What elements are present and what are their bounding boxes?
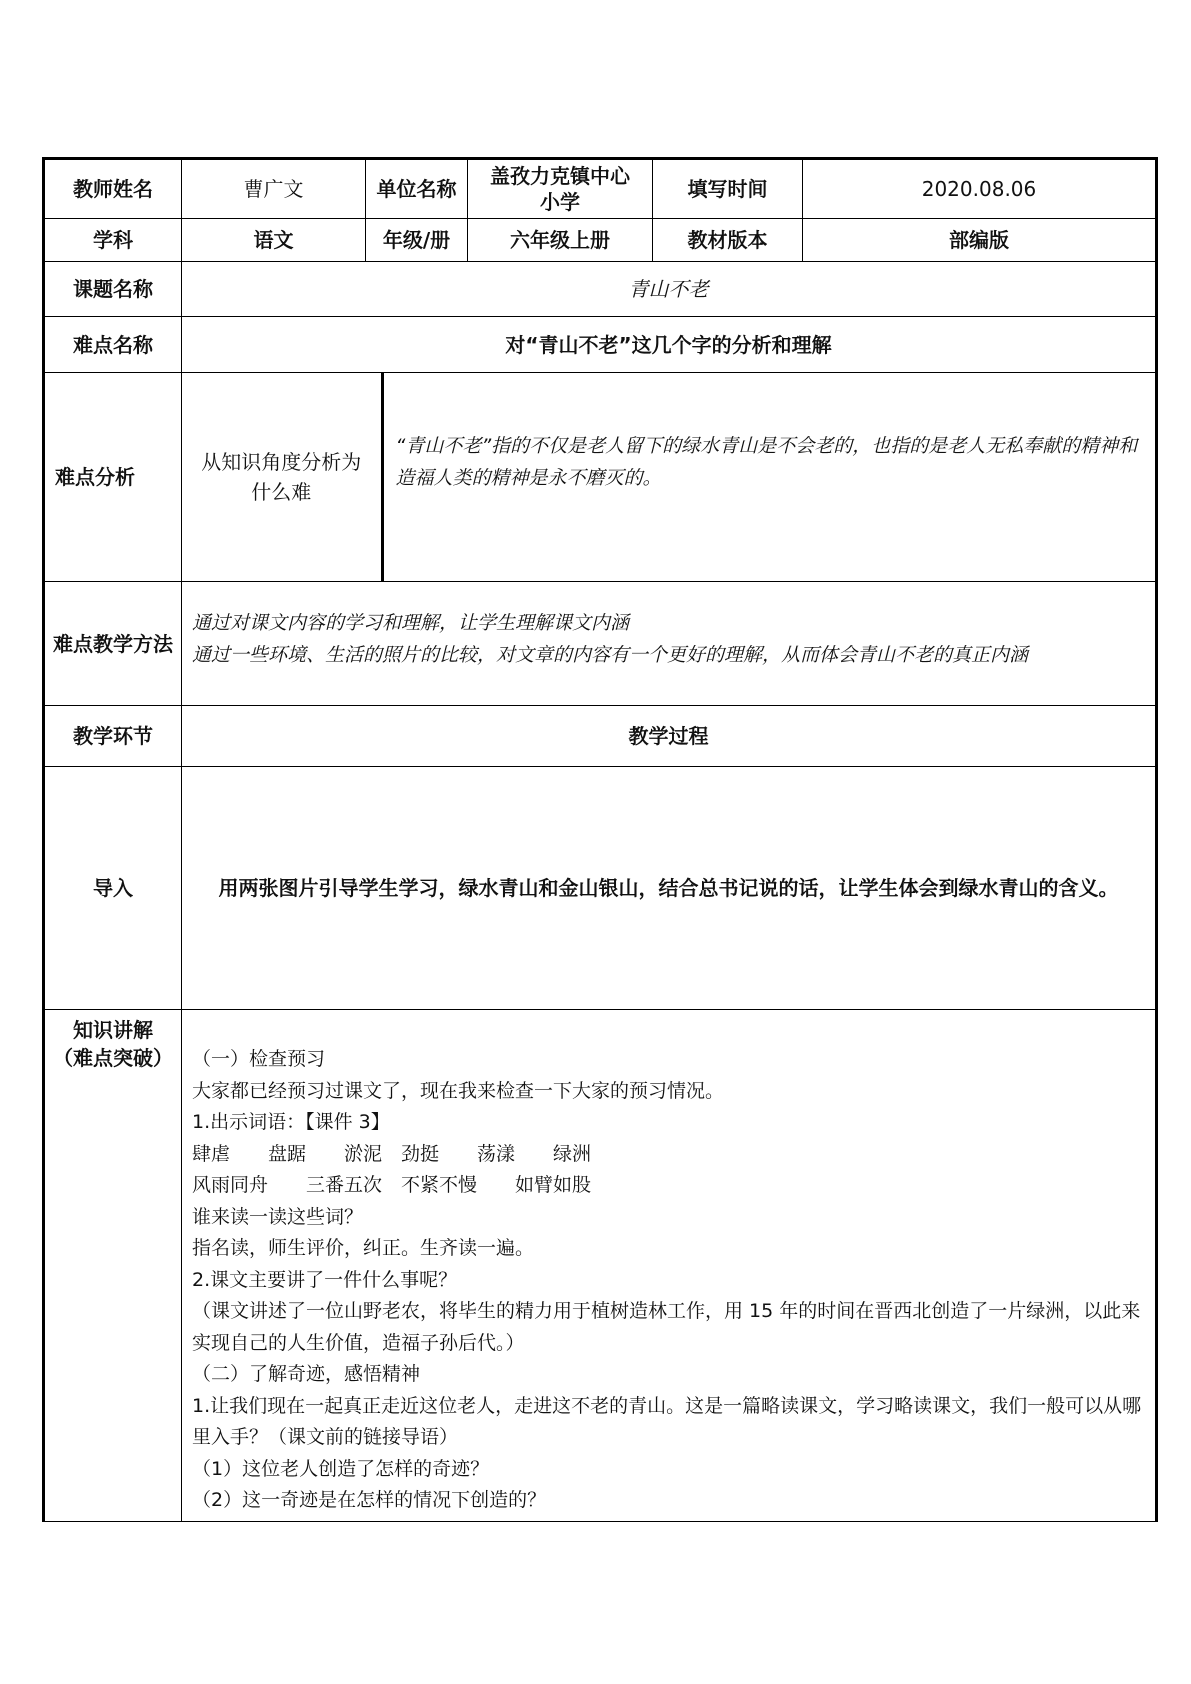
knowledge-line: 指名读，师生评价，纠正。生齐读一遍。: [192, 1237, 535, 1259]
process-header-row: [44, 706, 1157, 767]
method-line-1: 通过对课文内容的学习和理解，让学生理解课文内涵: [192, 611, 630, 634]
knowledge-line: （课文讲述了一位山野老农，将毕生的精力用于植树造林工作，用 15 年的时间在晋西北创造了一片绿洲，以此来实现自己的人生价值，造福子孙后代。）: [192, 1300, 1141, 1354]
knowledge-label-line-2: （难点突破）: [53, 1046, 173, 1070]
topic-row: [44, 262, 1157, 317]
knowledge-line: 肆虐 盘踞 淤泥 劲挺 荡漾 绿洲: [192, 1142, 592, 1165]
intro-value: 用两张图片引导学生学习，绿水青山和金山银山，结合总书记说的话，让学生体会到绿水青山的含义。: [218, 876, 1119, 900]
grade-value: 六年级上册: [510, 228, 610, 252]
edition-value: 部编版: [949, 228, 1009, 252]
knowledge-line: 大家都已经预习过课文了，现在我来检查一下大家的预习情况。: [192, 1079, 725, 1102]
grade-label: 年级/册: [382, 228, 451, 252]
analysis-value: “青山不老”指的不仅是老人留下的绿水青山是不会老的，也指的是老人无私奉献的精神和造福人类的精神是永不磨灭的。: [395, 435, 1138, 489]
fill-date-label: 填写时间: [687, 177, 768, 201]
knowledge-row: [44, 1010, 1157, 1522]
lesson-plan-table: [42, 157, 1158, 1522]
analysis-label: 难点分析: [55, 465, 135, 489]
topic-label: 课题名称: [73, 277, 153, 301]
fill-date-value: 2020.08.06: [921, 177, 1037, 201]
difficulty-value: 对“青山不老”这几个字的分析和理解: [505, 332, 832, 357]
teacher-name-label: 教师姓名: [73, 177, 153, 201]
topic-value: 青山不老: [628, 277, 709, 301]
knowledge-line: （一）检查预习: [192, 1048, 326, 1070]
process-value-label: 教学过程: [628, 724, 709, 748]
analysis-sub-label: 从知识角度分析为什么难: [201, 450, 362, 504]
knowledge-line: （2）这一奇迹是在怎样的情况下创造的？: [192, 1489, 547, 1511]
info-row-1: [44, 159, 1157, 219]
process-stage-label: 教学环节: [73, 724, 153, 748]
info-row-2: [44, 219, 1157, 262]
knowledge-line: 谁来读一读这些词？: [192, 1205, 364, 1228]
subject-value: 语文: [253, 228, 294, 252]
intro-label: 导入: [93, 876, 133, 900]
knowledge-line: （二）了解奇迹，感悟精神: [192, 1363, 421, 1385]
method-line-2: 通过一些环境、生活的照片的比较，对文章的内容有一个更好的理解，从而体会青山不老的真正内涵: [192, 643, 1029, 666]
knowledge-line: 2.课文主要讲了一件什么事呢？: [192, 1268, 458, 1291]
teacher-name-value: 曹广文: [243, 177, 304, 201]
knowledge-content: [182, 1010, 1155, 1521]
intro-row: [44, 767, 1157, 1010]
unit-name-label: 单位名称: [376, 177, 457, 201]
knowledge-line: 1.出示词语：【课件 3】: [192, 1111, 390, 1133]
unit-name-value: 盖孜力克镇中心小学: [490, 164, 630, 214]
knowledge-label-line-1: 知识讲解: [73, 1018, 153, 1042]
knowledge-line: 风雨同舟 三番五次 不紧不慢 如臂如股: [192, 1174, 592, 1196]
difficulty-label: 难点名称: [73, 332, 153, 357]
analysis-inner: [182, 373, 1155, 581]
method-row: [44, 582, 1157, 706]
edition-label: 教材版本: [687, 228, 768, 252]
subject-label: 学科: [93, 228, 133, 252]
difficulty-row: [44, 317, 1157, 373]
method-label: 难点教学方法: [53, 631, 173, 656]
analysis-row: [44, 373, 1157, 582]
knowledge-line: （1）这位老人创造了怎样的奇迹？: [192, 1457, 490, 1480]
knowledge-line: 1.让我们现在一起真正走近这位老人，走进这不老的青山。这是一篇略读课文，学习略读课文，我们一般可以从哪里入手？（课文前的链接导语）: [192, 1394, 1142, 1448]
